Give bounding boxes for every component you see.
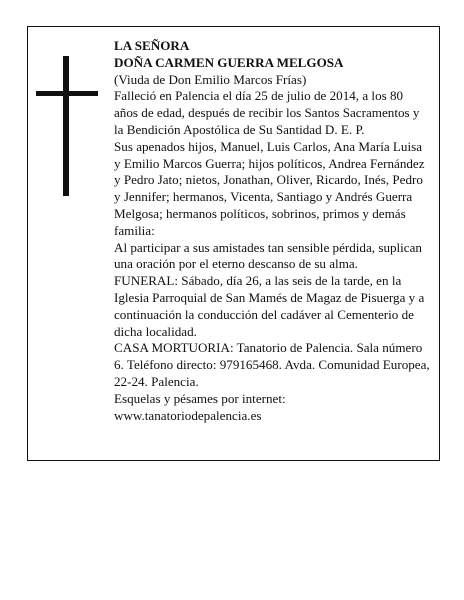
cross-vertical-bar [63, 56, 69, 196]
mortuary-paragraph: CASA MORTUORIA: Tanatorio de Palencia. Sala número 6. Teléfono directo: 979165468. Avda. Comunidad Europea, 22-24. Palencia. [114, 340, 430, 389]
latin-cross-icon [36, 56, 98, 196]
funeral-paragraph: FUNERAL: Sábado, día 26, a las seis de la tarde, en la Iglesia Parroquial de San Mamés de Magaz de Pisuerga y a continuación la conducción del cadáver al Cementerio de dicha localidad. [114, 273, 425, 339]
online-label: Esquelas y pésames por internet: [114, 390, 286, 406]
widow-of: (Viuda de Don Emilio Marcos Frías) [114, 71, 307, 87]
notice-heading: LA SEÑORA [114, 38, 190, 53]
death-paragraph: Falleció en Palencia el día 25 de julio de 2014, a los 80 años de edad, después de recibir los Santos Sacramentos y la Bendición Apostólica de Su Santidad D. E. P. [114, 88, 420, 137]
notice-text [114, 38, 430, 424]
deceased-name: DOÑA CARMEN GUERRA MELGOSA [114, 54, 344, 70]
cross-horizontal-bar [36, 91, 98, 96]
request-paragraph: Al participar a sus amistades tan sensible pérdida, suplican una oración por el eterno descanso de su alma. [114, 239, 422, 272]
family-paragraph: Sus apenados hijos, Manuel, Luis Carlos, Ana María Luisa y Emilio Marcos Guerra; hijos políticos, Andrea Fernández y Pedro Jato; nietos, Jonathan, Oliver, Ricardo, Inés, Pedro y Jennifer; hermanos, Vicenta, Santiago y Andrés Guerra Melgosa; hermanos políticos, sobrinos, primos y demás familia: [114, 138, 425, 238]
website-link[interactable]: www.tanatoriodepalencia.es [114, 407, 262, 423]
